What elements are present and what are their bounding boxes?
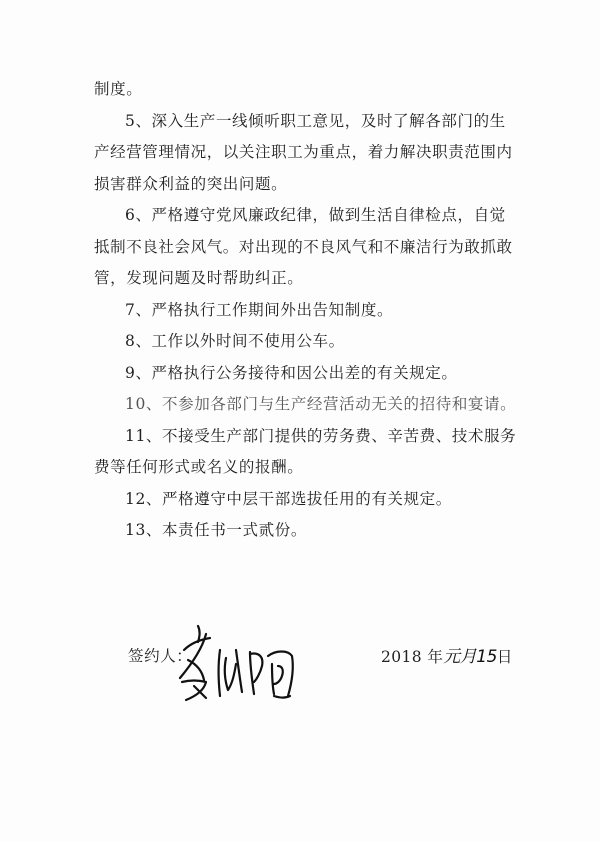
document-body xyxy=(94,74,524,547)
text-line-item-10: 10、不参加各部门与生产经营活动无关的招待和宴请。 xyxy=(125,395,517,413)
text-line-1: 制度。 xyxy=(94,80,143,98)
text-line-13: 费等任何形式或名义的报酬。 xyxy=(94,458,304,476)
text-line-item-8: 8、工作以外时间不使用公车。 xyxy=(125,332,345,350)
text-line-6: 抵制不良社会风气。对出现的不良风气和不廉洁行为敢抓敢 xyxy=(94,237,513,256)
signatory-label: 签约人： xyxy=(128,647,193,665)
text-line-item-12: 12、严格遵守中层干部选拔任用的有关规定。 xyxy=(125,489,452,508)
signing-date xyxy=(381,642,513,667)
text-line-item-5: 5、深入生产一线倾听职工意见，及时了解各部门的生 xyxy=(125,111,506,130)
date-day-suffix: 日 xyxy=(496,648,513,666)
handwritten-signature xyxy=(176,620,300,704)
text-line-3: 产经营管理情况，以关注职工为重点，着力解决职责范围内 xyxy=(94,143,513,161)
text-line-7: 管，发现问题及时帮助纠正。 xyxy=(94,269,304,287)
date-day-handwritten: 15 xyxy=(476,647,497,667)
date-month-handwritten: 元月 xyxy=(443,647,477,667)
text-line-4: 损害群众利益的突出问题。 xyxy=(94,174,288,193)
text-line-item-9: 9、严格执行公务接待和因公出差的有关规定。 xyxy=(125,363,458,382)
signature-block xyxy=(0,620,600,710)
date-year: 2018 年 xyxy=(381,648,444,666)
text-line-item-11: 11、不接受生产部门提供的劳务费、辛苦费、技术服务 xyxy=(125,426,517,445)
text-line-item-13: 13、本责任书一式贰份。 xyxy=(125,521,307,539)
text-line-item-7: 7、严格执行工作期间外出告知制度。 xyxy=(125,300,394,319)
text-line-item-6: 6、严格遵守党风廉政纪律，做到生活自律检点，自觉 xyxy=(125,206,506,224)
